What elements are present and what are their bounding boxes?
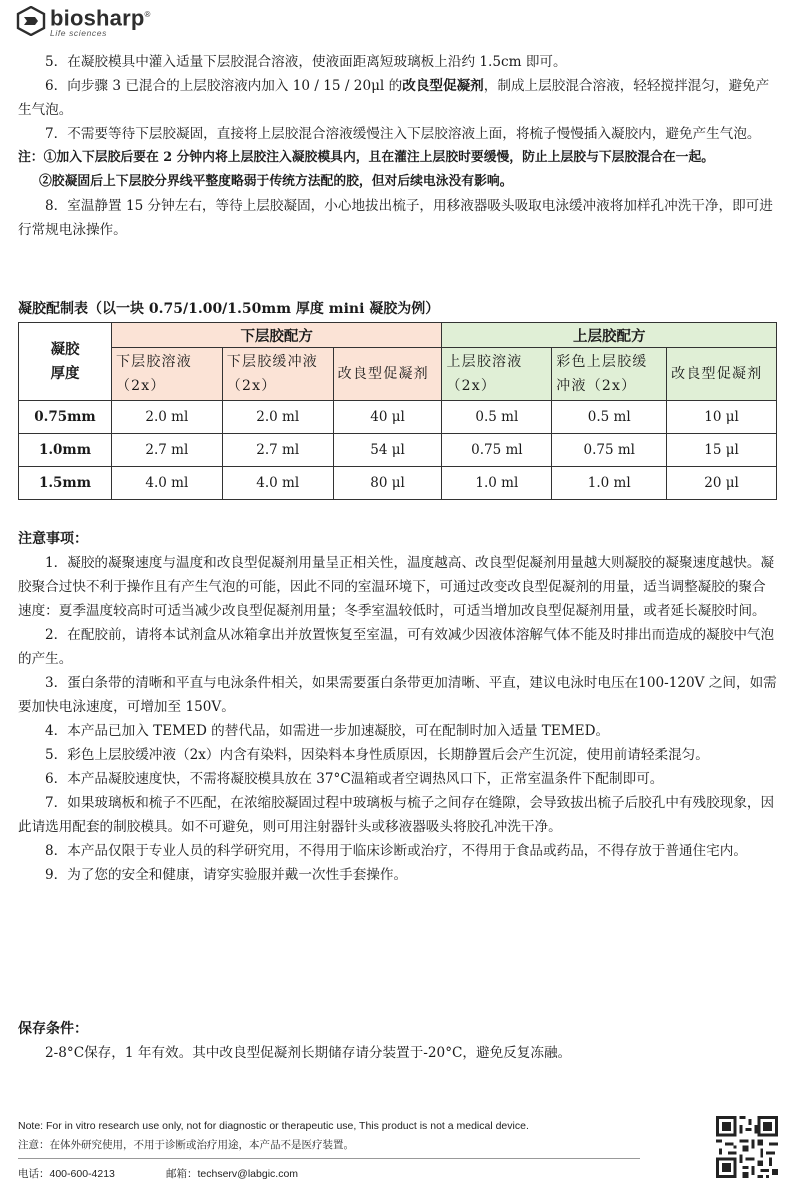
table-row: 1.5mm 4.0 ml 4.0 ml 80 μl 1.0 ml 1.0 ml 20 μl [19,467,777,500]
row-header: 凝胶厚度 [19,323,112,401]
notice-item: 7．如果玻璃板和梳子不匹配，在浓缩胶凝固过程中玻璃板与梳子之间存在缝隙，会导致拔出梳子后胶孔中有残胶现象，因此请选用配套的制胶模具。如不可避免，则可用注射器针头或移液器吸头将胶孔冲洗干净。 [18,795,775,835]
column-header: 下层胶缓冲液（2x） [222,348,333,401]
notice-item: 5．彩色上层胶缓冲液（2x）内含有染料，因染料本身性质原因，长期静置后会产生沉淀，使用前请轻柔混匀。 [45,747,709,763]
column-header: 彩色上层胶缓冲液（2x） [552,348,667,401]
footer-email: 邮箱：techserv@labgic.com [166,1168,299,1180]
footer-note-cn: 注意：在体外研究使用，不用于诊断或治疗用途，本产品不是医疗装置。 [18,1139,354,1151]
notice-item: 1．凝胶的凝聚速度与温度和改良型促凝剂用量呈正相关性，温度越高、改良型促凝剂用量越大则凝胶的凝聚速度越快。凝胶聚合过快不利于操作且有产生气泡的可能，因此不同的室温环境下，可通过改变改良型促凝剂的用量，适当调整凝胶的聚合速度：夏季温度较高时可适当减少改良型促凝剂用量；冬季室温较低时，可适当增加改良型促凝剂用量，或者延长凝胶时间。 [18,555,775,619]
table-title: 凝胶配制表（以一块 0.75/1.00/1.50mm 厚度 mini 凝胶为例） [18,301,440,317]
step-5: 5．在凝胶模具中灌入适量下层胶混合溶液，使液面距离短玻璃板上沿约 1.5cm 即可。 [45,54,567,70]
notice-item: 8．本产品仅限于专业人员的科学研究用，不得用于临床诊断或治疗，不得用于食品或药品，不得存放于普通住宅内。 [45,843,747,859]
note-1: 注：①加入下层胶后要在 2 分钟内将上层胶注入凝胶模具内，且在灌注上层胶时要缓慢，防止上层胶与下层胶混合在一起。 [18,150,715,165]
footer-phone: 电话：400-600-4213 [18,1168,115,1180]
storage-title: 保存条件： [18,1021,88,1037]
storage-text: 2-8°C保存，1 年有效。其中改良型促凝剂长期储存请分装置于-20°C，避免反复冻融。 [45,1045,572,1061]
step-6: 6．向步骤 3 已混合的上层胶溶液内加入 10 / 15 / 20μl 的改良型促凝剂，制成上层胶混合溶液，轻轻搅拌混匀，避免产生气泡。 [18,78,770,118]
step-8: 8．室温静置 15 分钟左右，等待上层胶凝固，小心地拔出梳子，用移液器吸头吸取电泳缓冲液将加样孔冲洗干净，即可进行常规电泳操作。 [18,198,773,238]
upper-gel-group: 上层胶配方 [442,323,777,348]
notice-item: 6．本产品凝胶速度快，不需将凝胶模具放在 37°C温箱或者空调热风口下，正常室温条件下配制即可。 [45,771,664,787]
storage-section [18,1017,778,1065]
brand-logo [16,4,151,38]
notice-item: 9．为了您的安全和健康，请穿实验服并戴一次性手套操作。 [45,867,408,883]
footer-note-en: Note: For in vitro research use only, not for diagnostic or therapeutic use, This product is not a medical device. [18,1120,529,1132]
brand-tagline: Life sciences [50,28,107,39]
table-row: 1.0mm 2.7 ml 2.7 ml 54 μl 0.75 ml 0.75 ml 15 μl [19,434,777,467]
brand-name: biosharp® [50,5,151,31]
qr-code-icon [716,1116,778,1178]
notice-item: 4．本产品已加入 TEMED 的替代品，如需进一步加速凝胶，可在配制时加入适量 TEMED。 [45,723,610,739]
column-header: 改良型促凝剂 [667,348,777,401]
notices-section [18,527,778,887]
column-header: 改良型促凝剂 [333,348,442,401]
notice-item: 2．在配胶前，请将本试剂盒从冰箱拿出并放置恢复至室温，可有效减少因液体溶解气体不能及时排出而造成的凝胶中气泡的产生。 [18,627,775,667]
gel-recipe-table [18,322,777,500]
lower-gel-group: 下层胶配方 [111,323,442,348]
protocol-steps [18,50,778,242]
column-header: 上层胶溶液（2x） [442,348,552,401]
notice-item: 3．蛋白条带的清晰和平直与电泳条件相关，如果需要蛋白条带更加清晰、平直，建议电泳时电压在100-120V 之间，如需要加快电泳速度，可增加至 150V。 [18,675,777,715]
biosharp-logo-icon [16,6,46,36]
note-2: ②胶凝固后上下层胶分界线平整度略弱于传统方法配的胶，但对后续电泳没有影响。 [39,174,513,189]
table-row: 0.75mm 2.0 ml 2.0 ml 40 μl 0.5 ml 0.5 ml 10 μl [19,401,777,434]
notices-title: 注意事项： [18,531,88,547]
column-header: 下层胶溶液（2x） [111,348,222,401]
step-7: 7．不需要等待下层胶凝固，直接将上层胶混合溶液缓慢注入下层胶溶液上面，将梳子慢慢插入凝胶内，避免产生气泡。 [45,126,761,142]
footer-divider [18,1158,640,1159]
